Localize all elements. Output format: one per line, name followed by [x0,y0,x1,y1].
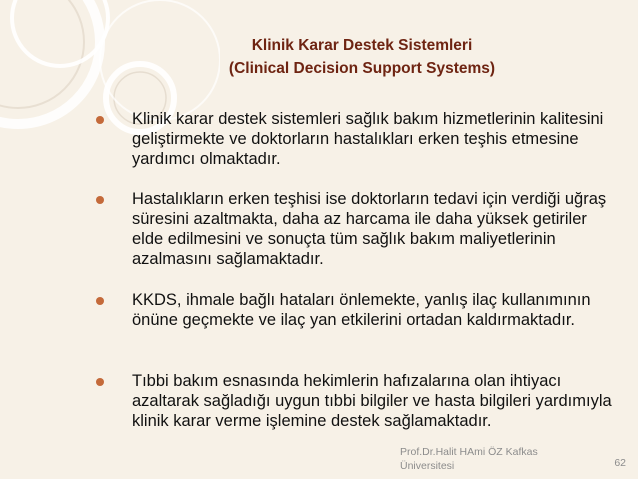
bullet-icon [96,297,104,305]
decorative-circles-icon [0,0,220,200]
bullet-icon [96,378,104,386]
title-line-2: (Clinical Decision Support Systems) [228,60,496,77]
bullet-icon [96,196,104,204]
bullet-icon [96,116,104,124]
bullet-text: Klinik karar destek sistemleri sağlık bakım hizmetlerinin kalitesini geliştirmekte ve doktorların hastalıkları erken teşhis etmesine yardımcı olmaktadır. [132,110,604,168]
title-line-1: Klinik Karar Destek Sistemleri [251,37,473,54]
bullet-text: Tıbbi bakım esnasında hekimlerin hafızalarına olan ihtiyacı azaltarak sağladığı uygun tıbbi bilgiler ve hasta bilgileri yardımıyla klinik karar verme işlemine destek sağlamaktadır. [132,372,612,430]
bullet-text: KKDS, ihmale bağlı hataları önlemekte, yanlış ilaç kullanımının önüne geçmekte ve ilaç yan etkilerini ortadan kaldırmaktadır. [132,291,591,329]
bullet-text: Hastalıkların erken teşhisi ise doktorların tedavi için verdiği uğraş süresini azaltmakta, daha az harcama ile daha yüksek getiriler elde edilmesini ve sonuçta tüm sağlık bakım maliyetlerinin azalmasını sağlamaktadır. [132,190,607,268]
page-number: 62 [614,457,626,469]
footer-author: Prof.Dr.Halit HAmi ÖZ Kafkas Üniversitesi [400,446,538,472]
slide-title [130,34,594,80]
